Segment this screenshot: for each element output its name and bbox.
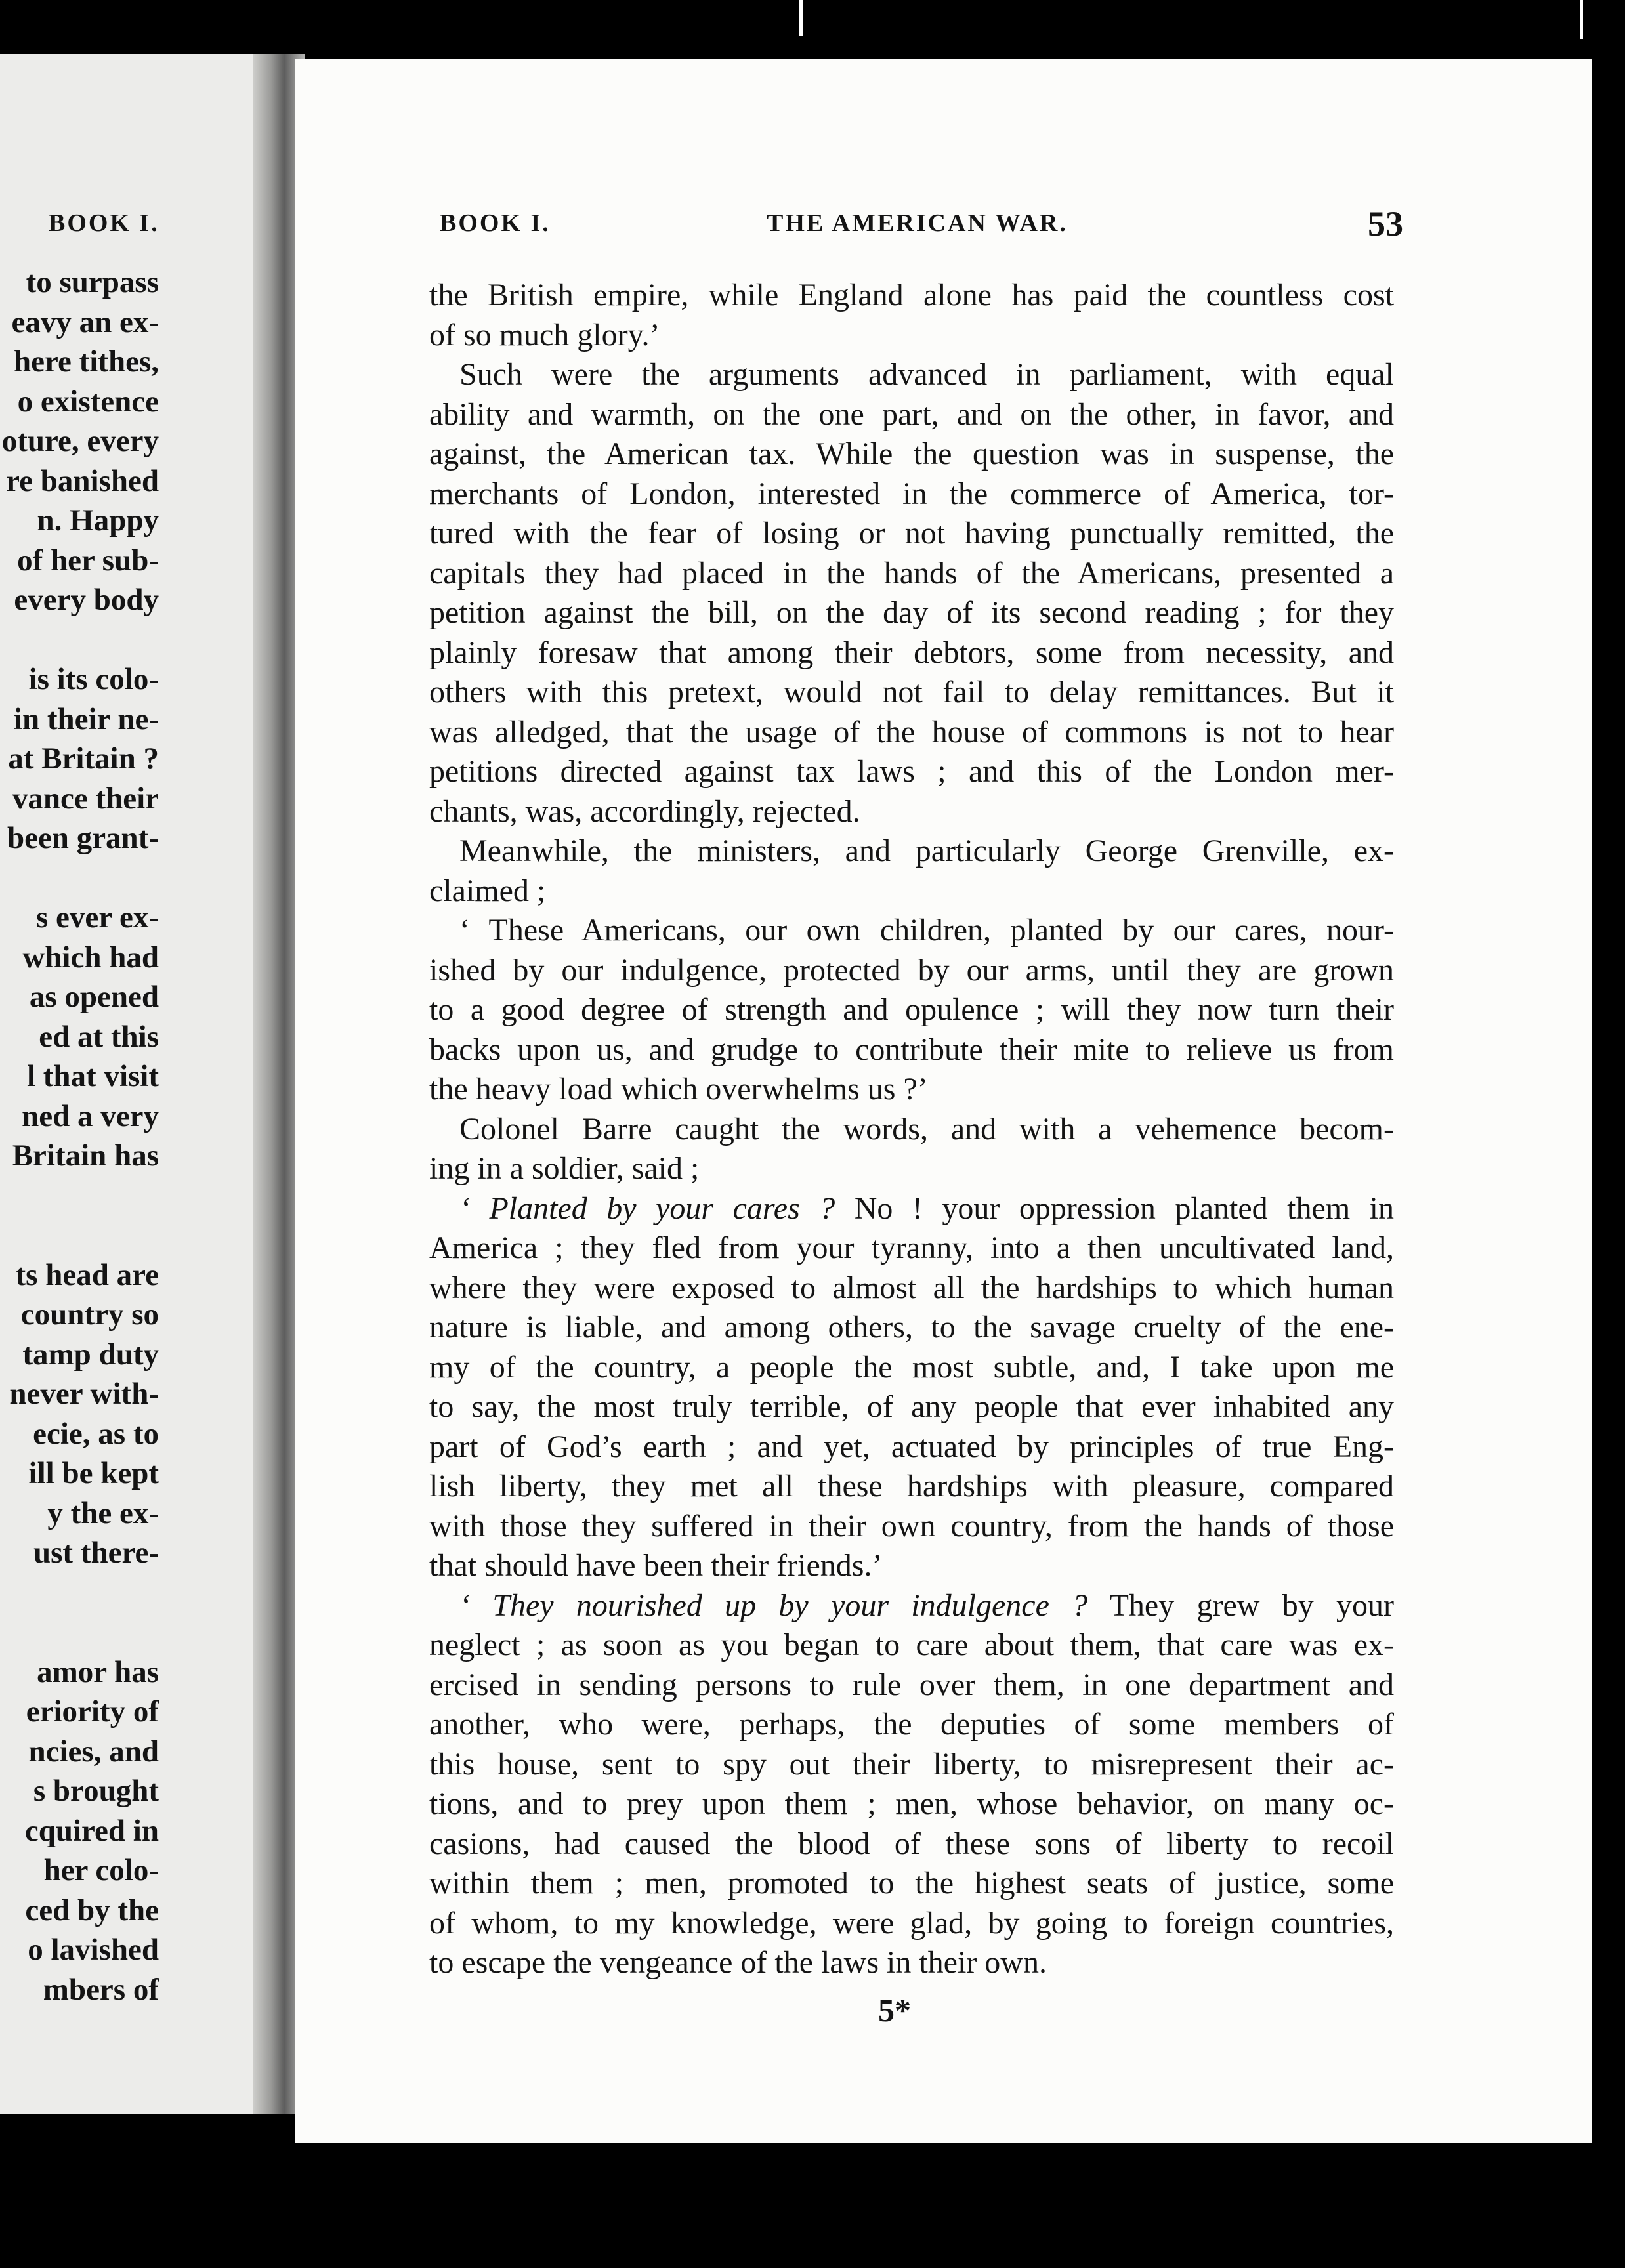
- italic-quote: ‘ Planted by your cares ?: [459, 1190, 835, 1226]
- facing-page-line: ust there-: [33, 1536, 159, 1570]
- line-text: where they were exposed to almost all the hardships to which human: [429, 1270, 1394, 1305]
- text-line: [429, 831, 1394, 872]
- facing-page-line: [0, 1573, 159, 1613]
- facing-page-line: [0, 1215, 159, 1255]
- text-line: [429, 1149, 1394, 1189]
- text-line: [429, 276, 1394, 316]
- text-line: [429, 1030, 1394, 1070]
- facing-page-line: [0, 858, 159, 898]
- text-line: [429, 673, 1394, 713]
- line-text: part of God’s earth ; and yet, actuated by principles of true Eng-: [429, 1429, 1394, 1464]
- line-text: tured with the fear of losing or not having punctually remitted, the: [429, 516, 1394, 551]
- line-text: petition against the bill, on the day of its second reading ; for they: [429, 595, 1394, 630]
- text-line: [429, 1070, 1394, 1110]
- line-text: another, who were, perhaps, the deputies of some members of: [429, 1707, 1394, 1742]
- text-line: [429, 1904, 1394, 1944]
- facing-page-line: is its colo-: [28, 662, 159, 696]
- facing-page-line: her colo-: [43, 1853, 159, 1887]
- text-line: [429, 1586, 1394, 1626]
- line-text: ished by our indulgence, protected by our arms, until they are grown: [429, 952, 1394, 988]
- line-text: merchants of London, interested in the commerce of America, tor-: [429, 476, 1394, 511]
- running-header: [440, 204, 1403, 243]
- text-line: [429, 1824, 1394, 1864]
- line-text: Colonel Barre caught the words, and with a vehemence becom-: [459, 1111, 1394, 1146]
- line-text: to say, the most truly terrible, of any people that ever inhabited any: [429, 1389, 1394, 1424]
- line-text: casions, had caused the blood of these sons of liberty to recoil: [429, 1826, 1394, 1861]
- text-line: [429, 1705, 1394, 1745]
- facing-page-line: eavy an ex-: [11, 304, 159, 339]
- text-line: [429, 1387, 1394, 1427]
- facing-page-line: ecie, as to: [33, 1416, 159, 1451]
- text-line: [429, 752, 1394, 792]
- page-number: 53: [1368, 204, 1403, 243]
- text-line: [429, 1189, 1394, 1229]
- text-line: [429, 514, 1394, 554]
- facing-page-line: as opened: [29, 980, 159, 1014]
- page-body: [429, 276, 1394, 1983]
- line-text: ercised in sending persons to rule over them, in one department and: [429, 1667, 1394, 1702]
- facing-page-line: [0, 1176, 159, 1216]
- facing-page-line: s brought: [33, 1774, 159, 1808]
- facing-page-line: mbers of: [43, 1972, 159, 2007]
- signature-mark: 5*: [878, 1992, 911, 2028]
- text-line: [429, 355, 1394, 395]
- line-text: others with this pretext, would not fail to delay remittances. But it: [429, 675, 1394, 709]
- text-line: [429, 1507, 1394, 1547]
- text-line: [429, 395, 1394, 435]
- line-text: chants, was, accordingly, rejected.: [429, 793, 860, 829]
- line-text: nature is liable, and among others, to the savage cruelty of the ene-: [429, 1310, 1394, 1345]
- facing-page-line: oture, every: [1, 424, 159, 458]
- facing-page-line: tamp duty: [22, 1337, 159, 1372]
- text-line: [429, 554, 1394, 594]
- line-text: against, the American tax. While the question was in suspense, the: [429, 436, 1394, 471]
- facing-page-line: ned a very: [22, 1099, 159, 1133]
- line-text: ability and warmth, on the one part, and on the other, in favor, and: [429, 396, 1394, 432]
- line-text: lish liberty, they met all these hardships with pleasure, compared: [429, 1469, 1394, 1503]
- text-line: [429, 990, 1394, 1030]
- line-text: with those they suffered in their own country, from the hands of those: [429, 1508, 1394, 1544]
- facing-page-line: every body: [14, 583, 159, 617]
- facing-page-line: cquired in: [24, 1813, 159, 1848]
- line-text: to escape the vengeance of the laws in their own.: [429, 1945, 1047, 1980]
- text-line: [429, 1110, 1394, 1150]
- line-text: They grew by your: [1087, 1587, 1394, 1623]
- line-text: petitions directed against tax laws ; and this of the London mer-: [429, 754, 1394, 789]
- line-text: my of the country, a people the most subtle, and, I take upon me: [429, 1349, 1394, 1385]
- text-line: [429, 1348, 1394, 1388]
- text-line: [429, 1784, 1394, 1824]
- facing-page-line: re banished: [6, 463, 159, 498]
- facing-page-line: amor has: [37, 1654, 159, 1689]
- text-line: [429, 1308, 1394, 1348]
- text-line: [429, 911, 1394, 951]
- text-line: [429, 1269, 1394, 1309]
- text-line: [429, 713, 1394, 753]
- facing-page-line: ts head are: [15, 1257, 159, 1292]
- line-text: capitals they had placed in the hands of the Americans, presented a: [429, 555, 1394, 591]
- facing-page-line: [0, 620, 159, 660]
- text-line: [429, 1745, 1394, 1785]
- line-text: ing in a soldier, said ;: [429, 1151, 700, 1186]
- header-book: BOOK I.: [440, 209, 551, 237]
- facing-page-line: y the ex-: [47, 1496, 159, 1530]
- text-line: [429, 951, 1394, 991]
- line-text: America ; they fled from your tyranny, into a then uncultivated land,: [429, 1230, 1394, 1265]
- facing-page-line: to surpass: [26, 265, 159, 299]
- line-text: plainly foresaw that among their debtors, some from necessity, and: [429, 635, 1394, 670]
- facing-page-line: which had: [22, 940, 159, 975]
- line-text: of whom, to my knowledge, were glad, by going to foreign countries,: [429, 1905, 1394, 1941]
- facing-page-line: of her sub-: [17, 543, 159, 578]
- text-line: [429, 1666, 1394, 1706]
- facing-page-line: ed at this: [39, 1019, 159, 1054]
- text-line: [429, 1546, 1394, 1586]
- facing-page-line: [0, 1612, 159, 1652]
- line-text: tions, and to prey upon them ; men, whose behavior, on many oc-: [429, 1786, 1394, 1821]
- facing-page-line: ill be kept: [28, 1456, 159, 1490]
- facing-page-line: been grant-: [7, 821, 159, 855]
- text-line: [429, 1467, 1394, 1507]
- scan-mark-left: [799, 0, 803, 36]
- facing-page-line: ncies, and: [28, 1734, 159, 1769]
- facing-page-line: here tithes,: [13, 345, 159, 379]
- facing-page-line: never with-: [9, 1377, 159, 1411]
- line-text: claimed ;: [429, 873, 546, 908]
- scan-mark-right: [1580, 0, 1583, 39]
- header-title: THE AMERICAN WAR.: [767, 209, 1068, 237]
- text-line: [429, 316, 1394, 356]
- text-line: [429, 1427, 1394, 1467]
- line-text: neglect ; as soon as you began to care about them, that care was ex-: [429, 1628, 1394, 1662]
- text-line: [429, 1864, 1394, 1904]
- facing-page-line: o lavished: [28, 1933, 159, 1967]
- facing-page-line: vance their: [12, 781, 159, 816]
- line-text: backs upon us, and grudge to contribute their mite to relieve us from: [429, 1032, 1394, 1067]
- text-line: [429, 593, 1394, 633]
- line-text: Meanwhile, the ministers, and particularly George Grenville, ex-: [459, 833, 1394, 868]
- line-text: No ! your oppression planted them in: [835, 1190, 1394, 1226]
- line-text: was alledged, that the usage of the house of commons is not to hear: [429, 714, 1394, 749]
- line-text: the heavy load which overwhelms us ?’: [429, 1072, 928, 1106]
- text-line: [429, 633, 1394, 673]
- facing-page-line: eriority of: [26, 1694, 159, 1729]
- facing-page-line: Britain has: [12, 1139, 159, 1173]
- facing-page-line: l that visit: [26, 1059, 159, 1093]
- text-line: [429, 792, 1394, 832]
- italic-quote: ‘ They nourished up by your indulgence ?: [459, 1587, 1088, 1623]
- facing-page-text: [0, 262, 159, 2009]
- facing-page-header: BOOK I.: [49, 209, 159, 237]
- line-text: ‘ These Americans, our own children, planted by our cares, nour-: [459, 913, 1394, 948]
- facing-page-line: in their ne-: [13, 702, 159, 736]
- facing-page-line: n. Happy: [37, 503, 159, 537]
- line-text: that should have been their friends.’: [429, 1548, 883, 1583]
- facing-page-line: at Britain ?: [8, 742, 159, 776]
- text-line: [429, 1626, 1394, 1666]
- facing-page-line: o existence: [17, 384, 159, 419]
- facing-page-line: s ever ex-: [35, 900, 159, 934]
- line-text: of so much glory.’: [429, 317, 660, 352]
- line-text: to a good degree of strength and opulence ; will they now turn their: [429, 992, 1394, 1027]
- text-line: [429, 474, 1394, 514]
- text-line: [429, 434, 1394, 474]
- line-text: this house, sent to spy out their liberty, to misrepresent their ac-: [429, 1746, 1394, 1782]
- line-text: Such were the arguments advanced in parliament, with equal: [459, 357, 1394, 392]
- text-line: [429, 872, 1394, 912]
- line-text: the British empire, while England alone has paid the countless cost: [429, 278, 1394, 312]
- facing-page-line: country so: [20, 1297, 159, 1332]
- text-line: [429, 1943, 1394, 1983]
- facing-page-line: ced by the: [25, 1893, 159, 1927]
- line-text: within them ; men, promoted to the highest seats of justice, some: [429, 1866, 1394, 1900]
- text-line: [429, 1228, 1394, 1269]
